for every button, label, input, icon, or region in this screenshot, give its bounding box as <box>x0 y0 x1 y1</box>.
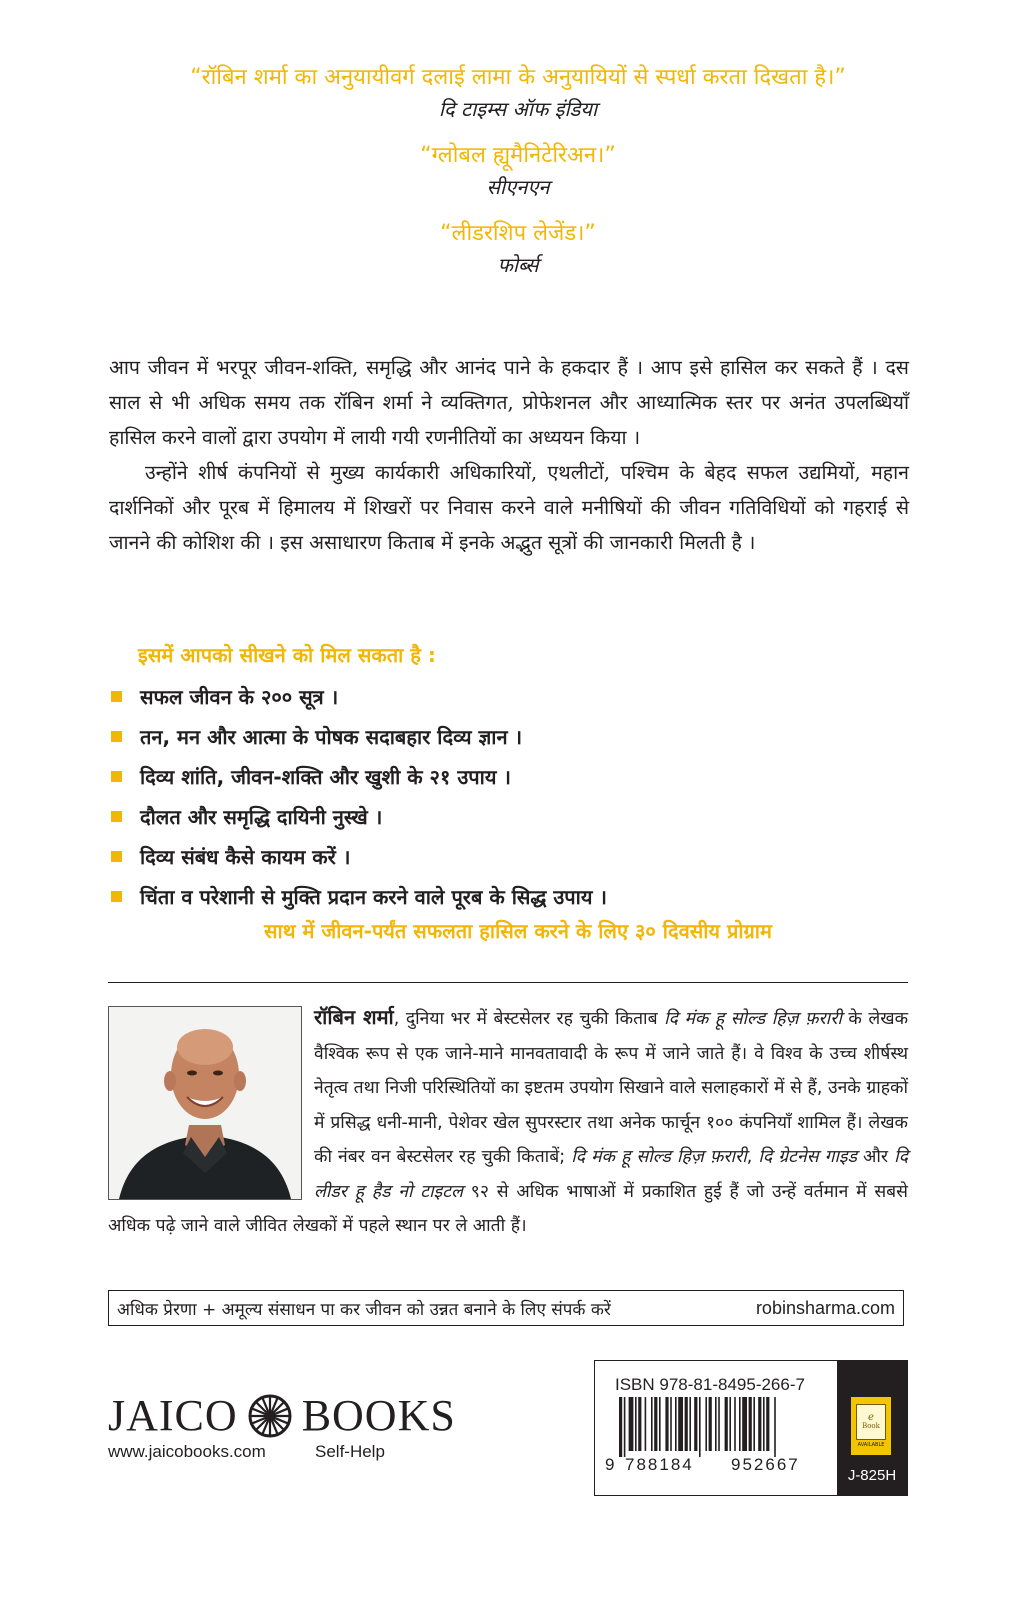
ebook-word: Book <box>862 1422 880 1430</box>
barcode-bar <box>739 1397 741 1451</box>
barcode-bar <box>766 1397 769 1451</box>
quote-source-forbes: फोर्ब्स <box>497 253 539 277</box>
ebook-available-label: AVAILABLE <box>857 1442 885 1448</box>
quote-forbes: “लीडरशिप लेजेंड।” <box>440 221 596 246</box>
barcode-bar <box>685 1397 688 1451</box>
barcode-bar <box>753 1397 755 1451</box>
genre-label: Self-Help <box>315 1442 385 1461</box>
barcode-bar <box>734 1397 736 1451</box>
bio-text: के लेखक वैश्विक रूप से एक जाने-माने मानवतावादी के रूप में जाने जाते हैं। वे विश्व के उच्च शीर्षस्थ नेतृत्व तथा निजी परिस्थितियों का इष्टतम उपयोग सिखाने वाले सलाहकारों में से हैं, उनके ग्राहकों में प्रसिद्ध धनी-मानी, पेशेवर खेल सुपरस्टार तथा अनेक फार्चून १०० कंपनियाँ शामिल हैं। लेखक की नंबर वन बेस्टसेलर रह चुकी किताबें; <box>314 1009 909 1167</box>
barcode-bar <box>624 1397 626 1457</box>
barcode-group-1: 788184 <box>625 1455 694 1474</box>
section-divider <box>108 982 908 983</box>
catalog-code: J-825H <box>847 1467 897 1484</box>
list-item <box>111 876 931 916</box>
barcode-bar <box>694 1397 697 1451</box>
book-title: दि लीडर हू हैड नो टाइटल <box>314 1147 908 1202</box>
barcode-bar <box>665 1397 668 1451</box>
contact-text: अधिक प्रेरणा + अमूल्य संसाधन पा कर जीवन को उन्नत बनाने के लिए संपर्क करें <box>117 1299 611 1320</box>
book-description <box>109 350 909 560</box>
quote-cnn: “ग्लोबल ह्यूमैनिटेरिअन।” <box>420 143 616 168</box>
description-paragraph-1: आप जीवन में भरपूर जीवन-शक्ति, समृद्धि और आनंद पाने के हकदार हैं । आप इसे हासिल कर सकते हैं । दस साल से भी अधिक समय तक रॉबिन शर्मा ने व्यक्तिगत, प्रोफेशनल और आध्यात्मिक स्तर पर अनंत उपलब्धियाँ हासिल करने वालों द्वारा उपयोग में लायी गयी रणनीतियों का अध्ययन किया । <box>109 356 909 449</box>
barcode-bar <box>742 1397 747 1451</box>
list-item-text: दौलत और समृद्धि दायिनी नुस्खे । <box>140 804 383 829</box>
list-item-text: दिव्य शांति, जीवन-शक्ति और खुशी के २१ उपाय । <box>140 764 511 789</box>
barcode-bar <box>635 1397 637 1451</box>
barcode-panel <box>594 1360 908 1496</box>
isbn-number: ISBN 978-81-8495-266-7 <box>615 1375 805 1394</box>
ebook-letter: e <box>868 1412 874 1423</box>
barcode-bar <box>763 1397 765 1451</box>
barcode-bar <box>705 1397 707 1451</box>
bullet-square-icon <box>111 691 122 702</box>
ebook-available-badge <box>851 1397 891 1455</box>
barcode-bar <box>758 1397 761 1451</box>
book-title: दि मंक हू सोल्ड हिज़ फ़रारी <box>571 1147 747 1167</box>
ebook-strip <box>837 1361 907 1495</box>
bullet-square-icon <box>111 891 122 902</box>
barcode-bar <box>629 1397 634 1451</box>
barcode-bar <box>638 1397 641 1451</box>
quote-source-times-of-india: दि टाइम्स ऑफ इंडिया <box>438 97 598 121</box>
learn-heading: इसमें आपको सीखने को मिल सकता है : <box>138 643 436 667</box>
author-bio <box>108 1000 908 1244</box>
barcode-bar <box>709 1397 712 1451</box>
list-item-text: दिव्य संबंध कैसे कायम करें । <box>140 844 351 869</box>
barcode-bar <box>715 1397 717 1451</box>
list-item <box>111 796 931 836</box>
barcode-bar <box>729 1397 731 1451</box>
publisher-name-left: JAICO <box>108 1391 238 1440</box>
barcode-bar <box>619 1397 622 1457</box>
list-item-text: सफल जीवन के २०० सूत्र । <box>140 684 339 709</box>
barcode-bar <box>774 1397 776 1457</box>
barcode-bar <box>689 1397 691 1451</box>
photo-spacer <box>108 1000 314 1206</box>
bio-text: , <box>746 1147 759 1167</box>
bio-text: ९२ से अधिक भाषाओं में प्रकाशित हुई हैं जो उन्हें वर्तमान में सबसे अधिक पढ़े जाने वाले जीवित लेखकों में पहले स्थान पर ले आती हैं। <box>108 1181 908 1236</box>
press-quotes <box>0 62 1036 296</box>
learn-list <box>111 676 931 916</box>
bullet-square-icon <box>111 851 122 862</box>
barcode-bar <box>651 1397 653 1451</box>
barcode-bar <box>645 1397 647 1451</box>
list-item <box>111 836 931 876</box>
barcode-bar <box>670 1397 672 1451</box>
book-title: दि मंक हू सोल्ड हिज़ फ़रारी <box>664 1009 842 1029</box>
barcode-first-digit: 9 <box>605 1455 617 1474</box>
list-item-text: तन, मन और आत्मा के पोषक सदाबहार दिव्य ज्ञान । <box>140 724 523 749</box>
quote-source-cnn: सीएनएन <box>486 175 550 199</box>
publisher-logo <box>108 1390 456 1441</box>
contact-box <box>108 1290 904 1326</box>
list-item <box>111 676 931 716</box>
barcode-bar <box>725 1397 728 1451</box>
ebook-icon <box>856 1404 886 1440</box>
barcode-group-2: 952667 <box>731 1455 800 1474</box>
publisher-url[interactable]: www.jaicobooks.com <box>108 1442 266 1461</box>
barcode-bar <box>718 1397 720 1451</box>
barcode-image <box>605 1397 827 1457</box>
publisher-name-right: BOOKS <box>301 1391 456 1440</box>
book-title: दि ग्रेटनेस गाइड <box>758 1147 857 1167</box>
bullet-square-icon <box>111 771 122 782</box>
list-item-text: चिंता व परेशानी से मुक्ति प्रदान करने वाले पूरब के सिद्ध उपाय । <box>140 884 607 909</box>
barcode-bar <box>749 1397 752 1451</box>
barcode-digits <box>605 1455 827 1475</box>
list-item <box>111 716 931 756</box>
description-paragraph-2: उन्होंने शीर्ष कंपनियों से मुख्य कार्यकारी अधिकारियों, एथलीटों, पश्चिम के बेहद सफल उद्यमियों, महान दार्शनिकों और पूरब में हिमालय में शिखरों पर निवास करने वाले मनीषियों की जीवन गतिविधियों को गहराई से जानने की कोशिश की । इस असाधारण किताब में इनके अद्भुत सूत्रों की जानकारी मिलती है । <box>109 461 909 554</box>
list-item <box>111 756 931 796</box>
barcode-bar <box>678 1397 683 1451</box>
bio-text: और <box>856 1147 895 1167</box>
barcode-bar <box>654 1397 657 1451</box>
program-tagline: साथ में जीवन-पर्यंत सफलता हासिल करने के लिए ३० दिवसीय प्रोग्राम <box>264 919 772 943</box>
quote-times-of-india: “रॉबिन शर्मा का अनुयायीवर्ग दलाई लामा के अनुयायियों से स्पर्धा करता दिखता है।” <box>190 65 846 90</box>
website-link[interactable]: robinsharma.com <box>755 1297 895 1318</box>
barcode-bar <box>659 1397 661 1451</box>
bullet-square-icon <box>111 731 122 742</box>
barcode-bar <box>675 1397 677 1451</box>
bullet-square-icon <box>111 811 122 822</box>
author-name: रॉबिन शर्मा <box>314 1005 394 1029</box>
barcode-bar <box>699 1397 701 1457</box>
wheel-icon <box>248 1394 292 1438</box>
bio-text: , दुनिया भर में बेस्टसेलर रह चुकी किताब <box>393 1009 665 1029</box>
